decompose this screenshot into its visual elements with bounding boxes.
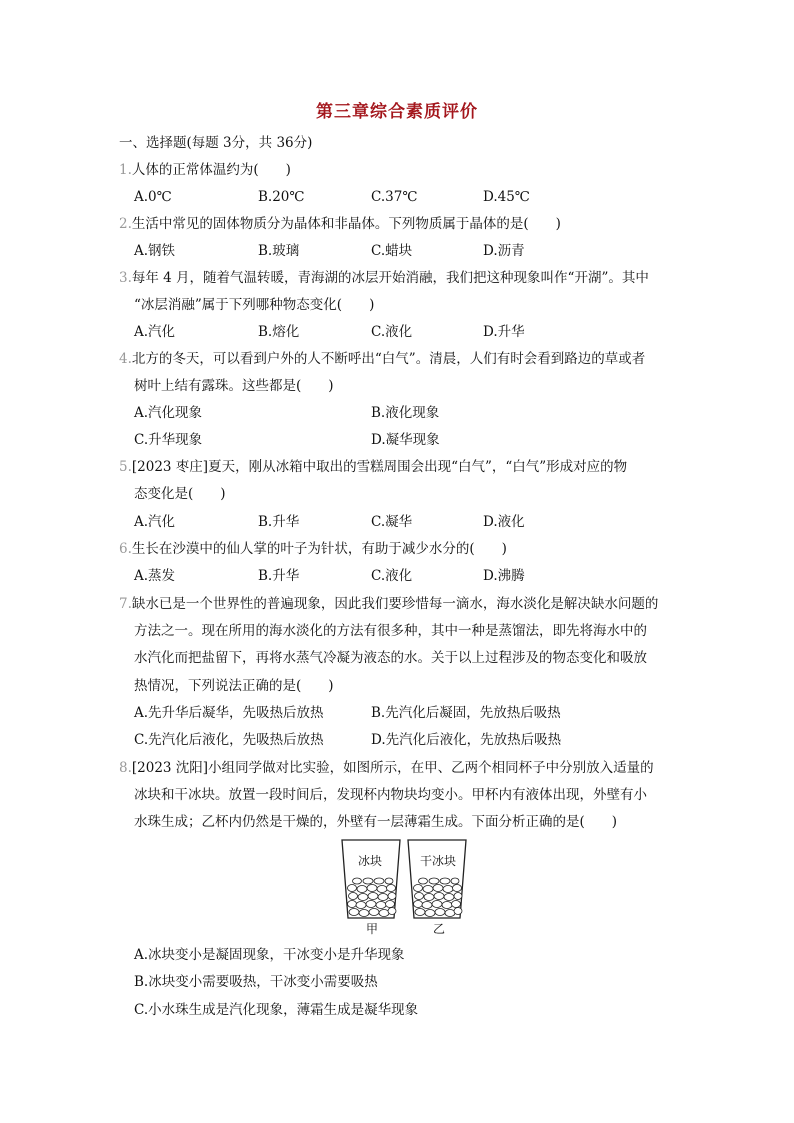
- q2-option-c: C.蜡块: [371, 243, 413, 259]
- q4-option-d: D.凝华现象: [371, 432, 440, 448]
- q4-option-a: A.汽化现象: [134, 405, 203, 421]
- q2-option-a: A.钢铁: [134, 243, 176, 259]
- question-3-cont: “冰层消融”属于下列哪种物态变化( ): [134, 297, 375, 313]
- question-7-cont-1: 方法之一。现在所用的海水淡化的方法有很多种，其中一种是蒸馏法，即先将海水中的: [134, 623, 647, 639]
- question-5: 5.[2023 枣庄]夏天，刚从冰箱中取出的雪糕周围会出现“白气”，“白气”形成对应的物: [119, 459, 628, 475]
- q5-option-a: A.汽化: [134, 514, 176, 530]
- question-6: 6.生长在沙漠中的仙人掌的叶子为针状，有助于减少水分的( ): [119, 541, 507, 557]
- cups-figure: [340, 838, 470, 938]
- section-heading: 一、选择题(每题 3分，共 36分): [119, 135, 313, 151]
- q8-option-b: B.冰块变小需要吸热，干冰变小需要吸热: [134, 974, 378, 990]
- question-2: 2.生活中常见的固体物质分为晶体和非晶体。下列物质属于晶体的是( ): [119, 216, 561, 232]
- question-8-cont-2: 水珠生成；乙杯内仍然是干燥的，外壁有一层薄霜生成。下面分析正确的是( ): [134, 814, 618, 830]
- q7-option-a: A.先升华后凝华，先吸热后放热: [134, 705, 324, 721]
- q7-option-b: B.先汽化后凝固，先放热后吸热: [371, 705, 561, 721]
- q8-option-a: A.冰块变小是凝固现象，干冰变小是升华现象: [134, 947, 405, 963]
- question-5-cont: 态变化是( ): [134, 486, 226, 502]
- question-4-cont: 树叶上结有露珠。这些都是( ): [134, 378, 334, 394]
- cup-right-caption: 乙: [433, 922, 446, 936]
- q8-option-c: C.小水珠生成是汽化现象，薄霜生成是凝华现象: [134, 1002, 419, 1018]
- q2-option-b: B.玻璃: [258, 243, 300, 259]
- q1-option-b: B.20℃: [258, 189, 305, 205]
- q7-option-d: D.先汽化后液化，先放热后吸热: [371, 732, 562, 748]
- page-title: 第三章综合素质评价: [316, 102, 478, 122]
- cup-left-caption: 甲: [366, 922, 379, 936]
- q5-option-b: B.升华: [258, 514, 300, 530]
- q6-option-c: C.液化: [371, 568, 413, 584]
- question-4: 4.北方的冬天，可以看到户外的人不断呼出“白气”。清晨，人们有时会看到路边的草或者: [119, 351, 646, 367]
- cup-right-label: 干冰块: [420, 854, 457, 868]
- q1-option-a: A.0℃: [134, 189, 172, 205]
- cup-left-label: 冰块: [358, 854, 383, 868]
- q6-option-d: D.沸腾: [483, 568, 525, 584]
- q6-option-b: B.升华: [258, 568, 300, 584]
- question-8-cont-1: 冰块和干冰块。放置一段时间后，发现杯内物块均变小。甲杯内有液体出现，外壁有小: [134, 787, 647, 803]
- question-8: 8.[2023 沈阳]小组同学做对比实验，如图所示，在甲、乙两个相同杯子中分别放入适量的: [119, 760, 654, 776]
- q1-option-c: C.37℃: [371, 189, 418, 205]
- q4-option-c: C.升华现象: [134, 432, 203, 448]
- q3-option-c: C.液化: [371, 324, 413, 340]
- q3-option-d: D.升华: [483, 324, 525, 340]
- question-3: 3.每年 4 月，随着气温转暖，青海湖的冰层开始消融，我们把这种现象叫作“开湖”。其中: [119, 270, 649, 286]
- q6-option-a: A.蒸发: [134, 568, 176, 584]
- q7-option-c: C.先汽化后液化，先吸热后放热: [134, 732, 324, 748]
- q3-option-b: B.熔化: [258, 324, 300, 340]
- question-7-cont-2: 水汽化而把盐留下，再将水蒸气冷凝为液态的水。关于以上过程涉及的物态变化和吸放: [134, 650, 647, 666]
- q5-option-d: D.液化: [483, 514, 525, 530]
- q1-option-d: D.45℃: [483, 189, 530, 205]
- q2-option-d: D.沥青: [483, 243, 525, 259]
- question-7: 7.缺水已是一个世界性的普遍现象，因此我们要珍惜每一滴水，海水淡化是解决缺水问题的: [119, 596, 659, 612]
- q4-option-b: B.液化现象: [371, 405, 440, 421]
- question-7-cont-3: 热情况，下列说法正确的是( ): [134, 678, 334, 694]
- q3-option-a: A.汽化: [134, 324, 176, 340]
- question-1: 1.人体的正常体温约为( ): [119, 162, 291, 178]
- q5-option-c: C.凝华: [371, 514, 413, 530]
